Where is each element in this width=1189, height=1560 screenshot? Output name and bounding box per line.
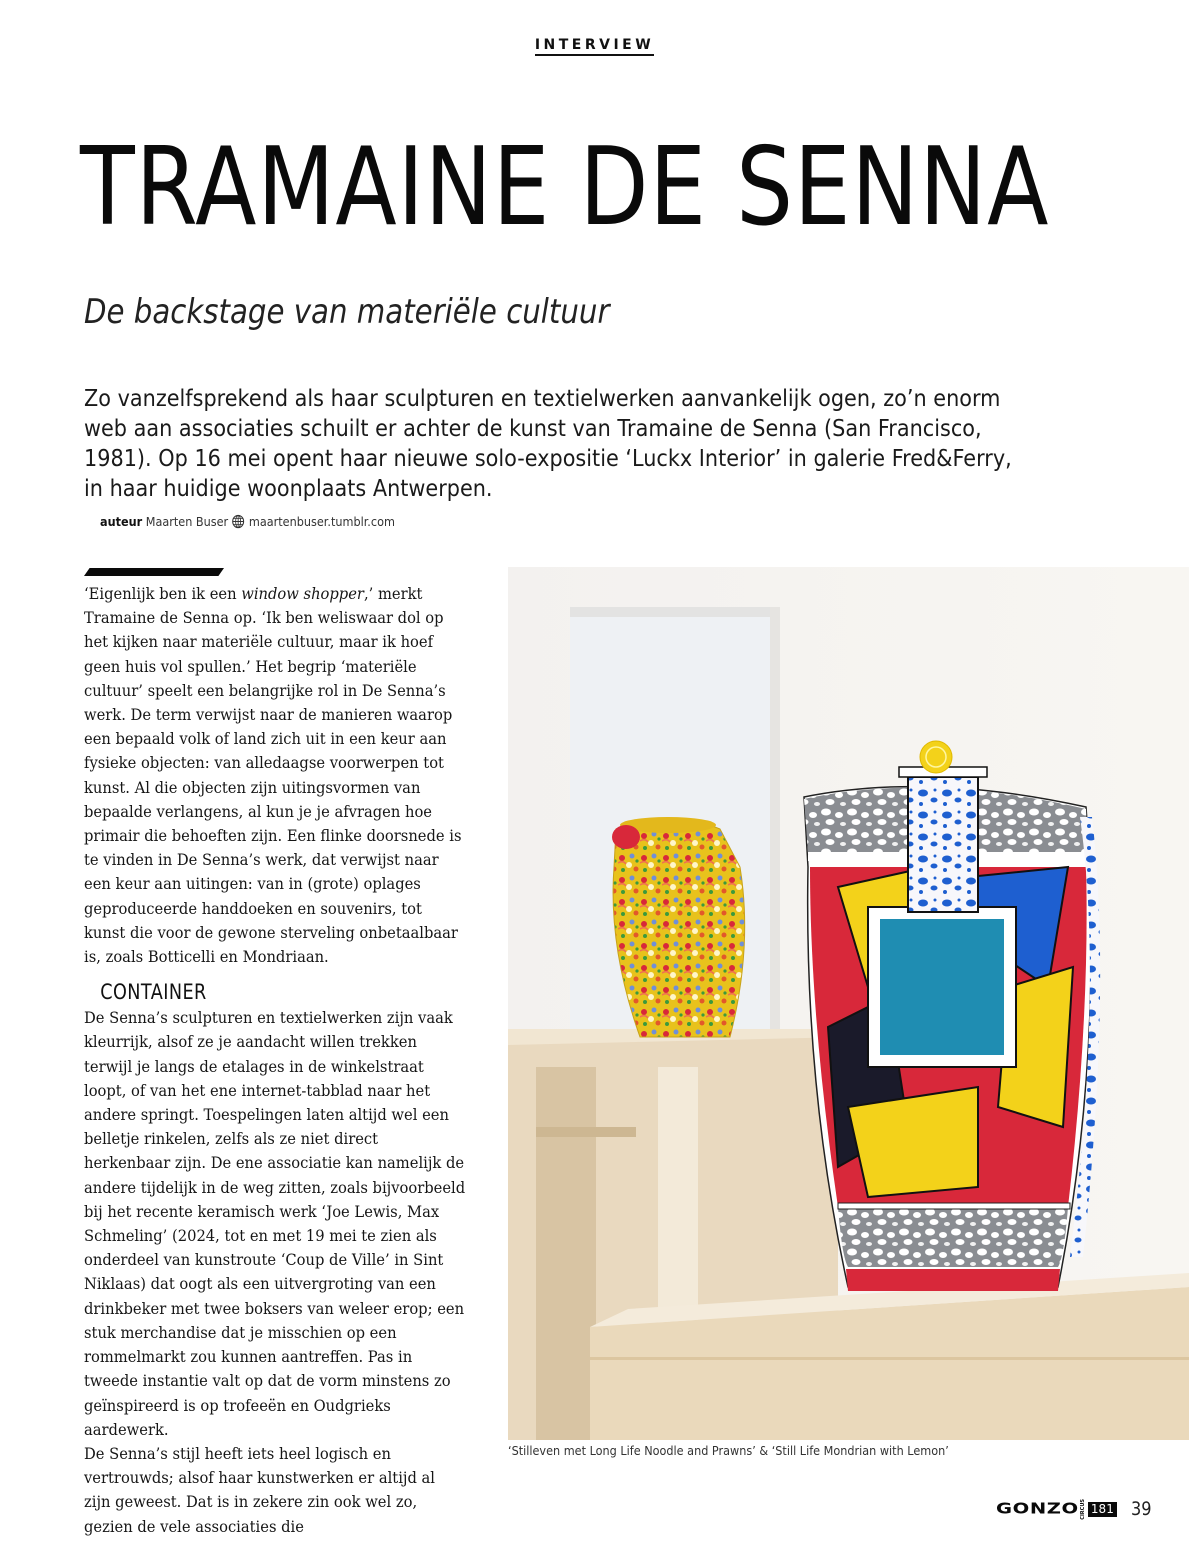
page-title: TRAMAINE DE SENNA <box>80 125 1050 250</box>
byline-website-link[interactable]: maartenbuser.tumblr.com <box>248 514 395 529</box>
artwork-photo <box>508 567 1189 1440</box>
issue-number: 181 <box>1088 1502 1117 1517</box>
article-intro: Zo vanzelfsprekend als haar sculpturen en textielwerken aanvankelijk ogen, zo’n enorm web aan associaties schuilt er achter de kunst van Tramaine de Senna (San Francisco, 1981). Op 16 mei opent haar nieuwe solo-expositie ‘Luckx Interior’ in galerie Fred&Ferry, in haar huidige woonplaats Antwerpen. <box>84 384 1012 502</box>
globe-icon <box>232 514 246 529</box>
body-p1-rest: ,’ merkt Tramaine de Senna op. ‘Ik ben weliswaar dol op het kijken naar materiële cultuur, maar ik hoef geen huis vol spullen.’ Het begrip ‘materiële cultuur’ speelt een belangrijke rol in De Senna’s werk. De term verwijst naar de manieren waarop een bepaald volk of land zich uit in een keur aan fysieke objecten: van alledaagse voorwerpen tot kunst. Al die objecten zijn uitingsvormen van bepaalde verlangens, al kun je je afvragen hoe primair die behoeften zijn. Een flinke doorsnede is te vinden in De Senna’s werk, dat verwijst naar een keur aan uitingen: van in (grote) oplages geproduceerde handdoeken en souvenirs, tot kunst die voor de gewone sterveling onbetaalbaar is, zoals Botticelli en Mondriaan. <box>84 585 462 967</box>
section-label <box>0 36 1189 54</box>
body-p1-emphasis: window shopper <box>241 585 364 603</box>
logo-wordmark: GONZO <box>996 1500 1079 1518</box>
page-footer <box>996 1498 1155 1520</box>
byline-author: Maarten Buser <box>145 514 229 529</box>
magazine-logo <box>996 1499 1117 1520</box>
byline-role: auteur <box>100 514 143 529</box>
subhead-container: CONTAINER <box>100 980 207 1005</box>
logo-subtext: CIRCUS <box>1079 1498 1086 1520</box>
body-paragraph-2: De Senna’s sculpturen en textielwerken zijn vaak kleurrijk, alsof ze je aandacht willen trekken terwijl je langs de etalages in de winkelstraat loopt, of van het ene internet-tabblad naar het andere springt. Toespelingen laten altijd wel een belletje rinkelen, zelfs als ze niet direct herkenbaar zijn. De ene associatie kan namelijk de andere tijdelijk in de weg zitten, zoals bijvoorbeeld bij het recente keramisch werk ‘Joe Lewis, Max Schmeling’ (2024, tot en met 19 mei te zien als onderdeel van kunstroute ‘Coup de Ville’ in Sint Niklaas) dat oogt als een uitvergroting van een drinkbeker met twee boksers van weleer erop; een stuk merchandise dat je misschien op een rommelmarkt zou kunnen aantreffen. Pas in tweede instantie valt op dat de vorm minstens zo geïnspireerd is op trofeeën en Oudgrieks aardewerk. <box>84 1009 466 1439</box>
artwork-photo-illustration <box>508 567 1189 1440</box>
mondrian-vessel <box>804 741 1100 1291</box>
article-subtitle: De backstage van materiële cultuur <box>84 292 610 332</box>
page-number: 39 <box>1130 1498 1152 1520</box>
column-rule-bar <box>84 568 224 576</box>
body-paragraph-1 <box>84 582 466 969</box>
photo-caption: ‘Stilleven met Long Life Noodle and Prawns’ & ‘Still Life Mondrian with Lemon’ <box>508 1443 949 1458</box>
body-paragraph-3: De Senna’s stijl heeft iets heel logisch en vertrouwds; alsof haar kunstwerken er altijd al zijn geweest. Dat is in zekere zin ook wel zo, gezien de vele associaties die <box>84 1444 436 1536</box>
article-body <box>84 582 466 1539</box>
byline <box>100 514 395 529</box>
body-p1-open: ‘Eigenlijk ben ik een <box>84 585 242 603</box>
section-label-text: INTERVIEW <box>535 37 654 56</box>
